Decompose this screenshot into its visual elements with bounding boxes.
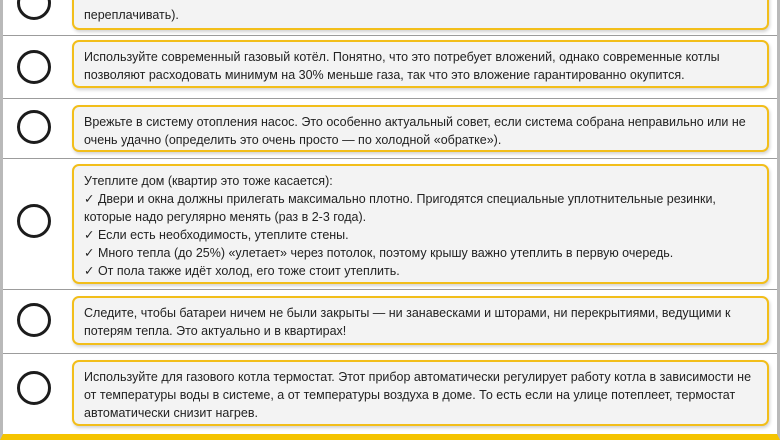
checklist-item: ✓ Если есть необходимость, утеплите стены. xyxy=(84,228,349,242)
tip-row xyxy=(3,99,777,159)
tip-text: переплачивать). xyxy=(84,8,179,22)
tip-box xyxy=(72,164,769,284)
tip-box xyxy=(72,296,769,345)
tip-box xyxy=(72,105,769,152)
tip-box xyxy=(72,360,769,426)
tip-row xyxy=(3,290,777,354)
checkbox-circle-icon[interactable] xyxy=(17,371,51,405)
tip-text: Следите, чтобы батареи ничем не были закрыты — ни занавесками и шторами, ни перекрытиями, ведущими к потерям тепла. Это актуально и в квартирах! xyxy=(84,306,731,338)
checkbox-circle-icon[interactable] xyxy=(17,110,51,144)
tip-text: Используйте для газового котла термостат. Этот прибор автоматически регулирует работу котла в зависимости не от температуры воды в системе, а от температуры воздуха в доме. То есть если на улице потеплеет, термостат автоматически снизит нагрев. xyxy=(84,370,752,420)
checkbox-circle-icon[interactable] xyxy=(17,303,51,337)
checkbox-circle-icon[interactable] xyxy=(17,204,51,238)
tip-intro: Утеплите дом (квартир это тоже касается): xyxy=(84,174,333,188)
tip-row xyxy=(3,159,777,290)
tip-box xyxy=(72,40,769,88)
tip-box xyxy=(72,0,769,30)
tip-row xyxy=(3,36,777,99)
checklist-item: ✓ Двери и окна должны прилегать максимально плотно. Пригодятся специальные уплотнительные резинки, которые надо регулярно менять (раз в 2-3 года). xyxy=(84,192,716,224)
checklist-item: ✓ Много тепла (до 25%) «улетает» через потолок, поэтому крышу важно утеплить в первую очередь. xyxy=(84,246,674,260)
tip-text: Используйте современный газовый котёл. Понятно, что это потребует вложений, однако современные котлы позволяют расходовать минимум на 30% меньше газа, так что это вложение гарантированно окупится. xyxy=(84,50,720,82)
checklist-item: ✓ От пола также идёт холод, его тоже стоит утеплить. xyxy=(84,264,400,278)
checkbox-circle-icon[interactable] xyxy=(17,50,51,84)
checkbox-circle-icon[interactable] xyxy=(17,0,51,20)
tip-text: Врежьте в систему отопления насос. Это особенно актуальный совет, если система собрана неправильно или не очень удачно (определить это очень просто — по холодной «обратке»). xyxy=(84,115,746,147)
tip-row xyxy=(3,0,777,36)
tip-row xyxy=(3,354,777,434)
